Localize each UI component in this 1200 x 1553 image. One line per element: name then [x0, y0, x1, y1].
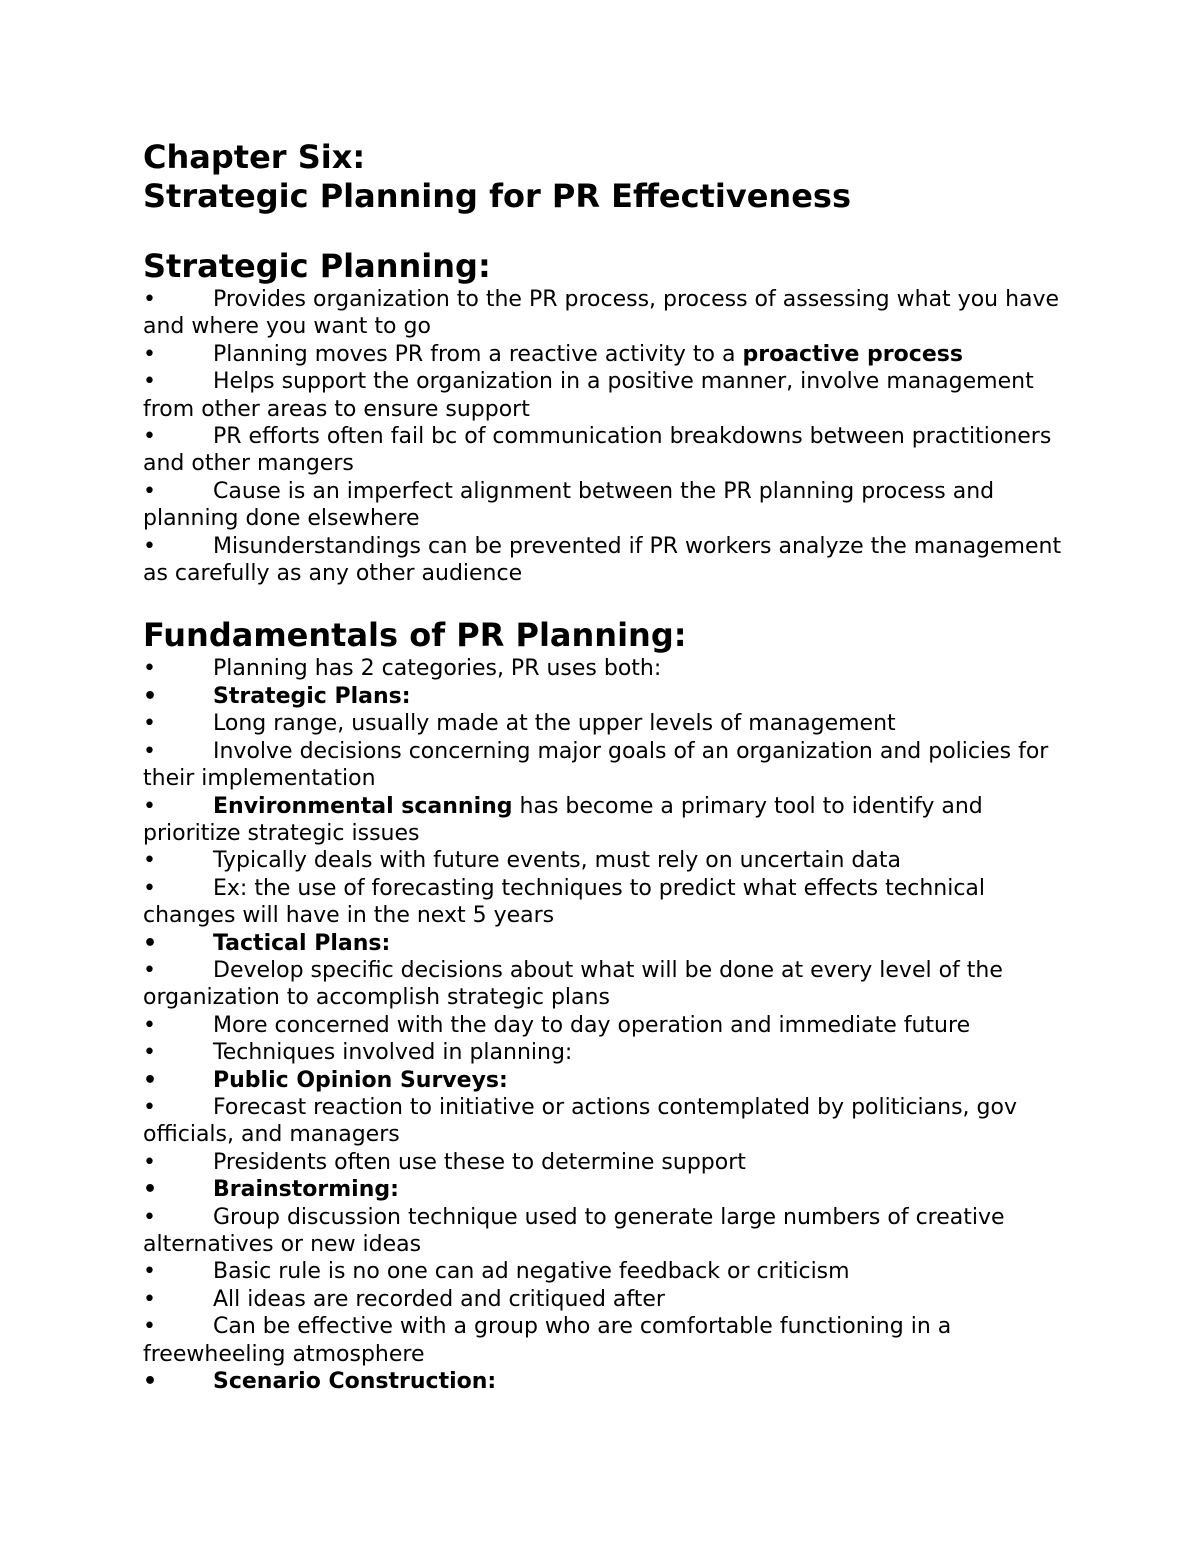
bullet-icon: • — [143, 369, 156, 395]
bullet-icon: • — [143, 1177, 158, 1203]
bullet-icon: • — [143, 478, 156, 504]
list-item: • Presidents often use these to determine support — [143, 1149, 746, 1175]
bullet-icon: • — [143, 1040, 156, 1066]
strategic-planning-list — [143, 286, 1073, 587]
list-item: • More concerned with the day to day operation and immediate future — [143, 1012, 971, 1038]
bullet-icon: • — [143, 424, 156, 450]
list-item: • All ideas are recorded and critiqued after — [143, 1286, 665, 1312]
list-item: • Planning moves PR from a reactive activity to a proactive process — [143, 341, 963, 367]
bullet-icon: • — [143, 1094, 156, 1120]
bullet-icon: • — [143, 1149, 156, 1175]
list-item: • Environmental scanning has become a primary tool to identify and prioritize strategic issues — [143, 793, 983, 846]
bullet-icon: • — [143, 287, 156, 312]
document-page — [143, 138, 1073, 1395]
list-item: • Can be effective with a group who are comfortable functioning in a freewheeling atmosphere — [143, 1314, 952, 1367]
list-item: • Cause is an imperfect alignment between the PR planning process and planning done elsewhere — [143, 478, 995, 532]
bullet-icon: • — [143, 533, 156, 559]
bullet-icon: • — [143, 957, 156, 983]
chapter-number: Chapter Six: — [143, 138, 366, 176]
list-item: • Long range, usually made at the upper levels of management — [143, 711, 896, 737]
list-item: • Techniques involved in planning: — [143, 1040, 573, 1066]
bullet-icon: • — [143, 656, 156, 682]
list-subheading: • Scenario Construction: — [143, 1369, 497, 1395]
bullet-icon: • — [143, 1204, 156, 1230]
bullet-icon: • — [143, 930, 158, 956]
list-item: • Provides organization to the PR process, process of assessing what you have and where you want to go — [143, 287, 1060, 340]
list-item: • Typically deals with future events, must rely on uncertain data — [143, 848, 901, 874]
list-subheading: • Brainstorming: — [143, 1177, 399, 1203]
emphasis-term: Environmental scanning — [213, 793, 513, 819]
bullet-icon: • — [143, 1012, 156, 1038]
bullet-icon: • — [143, 793, 156, 819]
chapter-subtitle: Strategic Planning for PR Effectiveness — [143, 177, 851, 215]
list-item: • Group discussion technique used to generate large numbers of creative alternatives or new ideas — [143, 1204, 1005, 1257]
bullet-icon: • — [143, 683, 158, 709]
list-item: • PR efforts often fail bc of communication breakdowns between practitioners and other mangers — [143, 424, 1052, 477]
list-item: • Develop specific decisions about what will be done at every level of the organization to accomplish strategic plans — [143, 957, 1003, 1011]
section-heading-fundamentals: Fundamentals of PR Planning: — [143, 616, 687, 655]
chapter-title — [143, 138, 1073, 216]
bullet-icon: • — [143, 1067, 158, 1093]
bullet-icon: • — [143, 738, 156, 764]
list-subheading: • Tactical Plans: — [143, 930, 391, 956]
bullet-icon: • — [143, 1286, 156, 1312]
list-item: • Planning has 2 categories, PR uses both: — [143, 656, 662, 682]
list-item: • Misunderstandings can be prevented if PR workers analyze the management as carefully as any other audience — [143, 533, 1062, 587]
section-heading-strategic-planning: Strategic Planning: — [143, 247, 491, 285]
bullet-icon: • — [143, 1369, 158, 1395]
list-item: • Basic rule is no one can ad negative feedback or criticism — [143, 1259, 850, 1285]
bullet-icon: • — [143, 848, 156, 874]
list-item: • Helps support the organization in a positive manner, involve management from other areas to ensure support — [143, 369, 1034, 422]
fundamentals-list — [143, 655, 1073, 1395]
list-item: • Involve decisions concerning major goals of an organization and policies for their implementation — [143, 738, 1049, 792]
list-item: • Ex: the use of forecasting techniques to predict what effects technical changes will have in the next 5 years — [143, 875, 986, 929]
emphasis-term: proactive process — [742, 341, 963, 367]
bullet-icon: • — [143, 341, 156, 367]
bullet-icon: • — [143, 1259, 156, 1285]
list-item: • Forecast reaction to initiative or actions contemplated by politicians, gov officials, and managers — [143, 1094, 1017, 1148]
bullet-icon: • — [143, 1314, 156, 1340]
list-subheading: • Public Opinion Surveys: — [143, 1067, 508, 1093]
bullet-icon: • — [143, 875, 156, 901]
list-subheading: • Strategic Plans: — [143, 683, 411, 709]
bullet-icon: • — [143, 711, 156, 737]
